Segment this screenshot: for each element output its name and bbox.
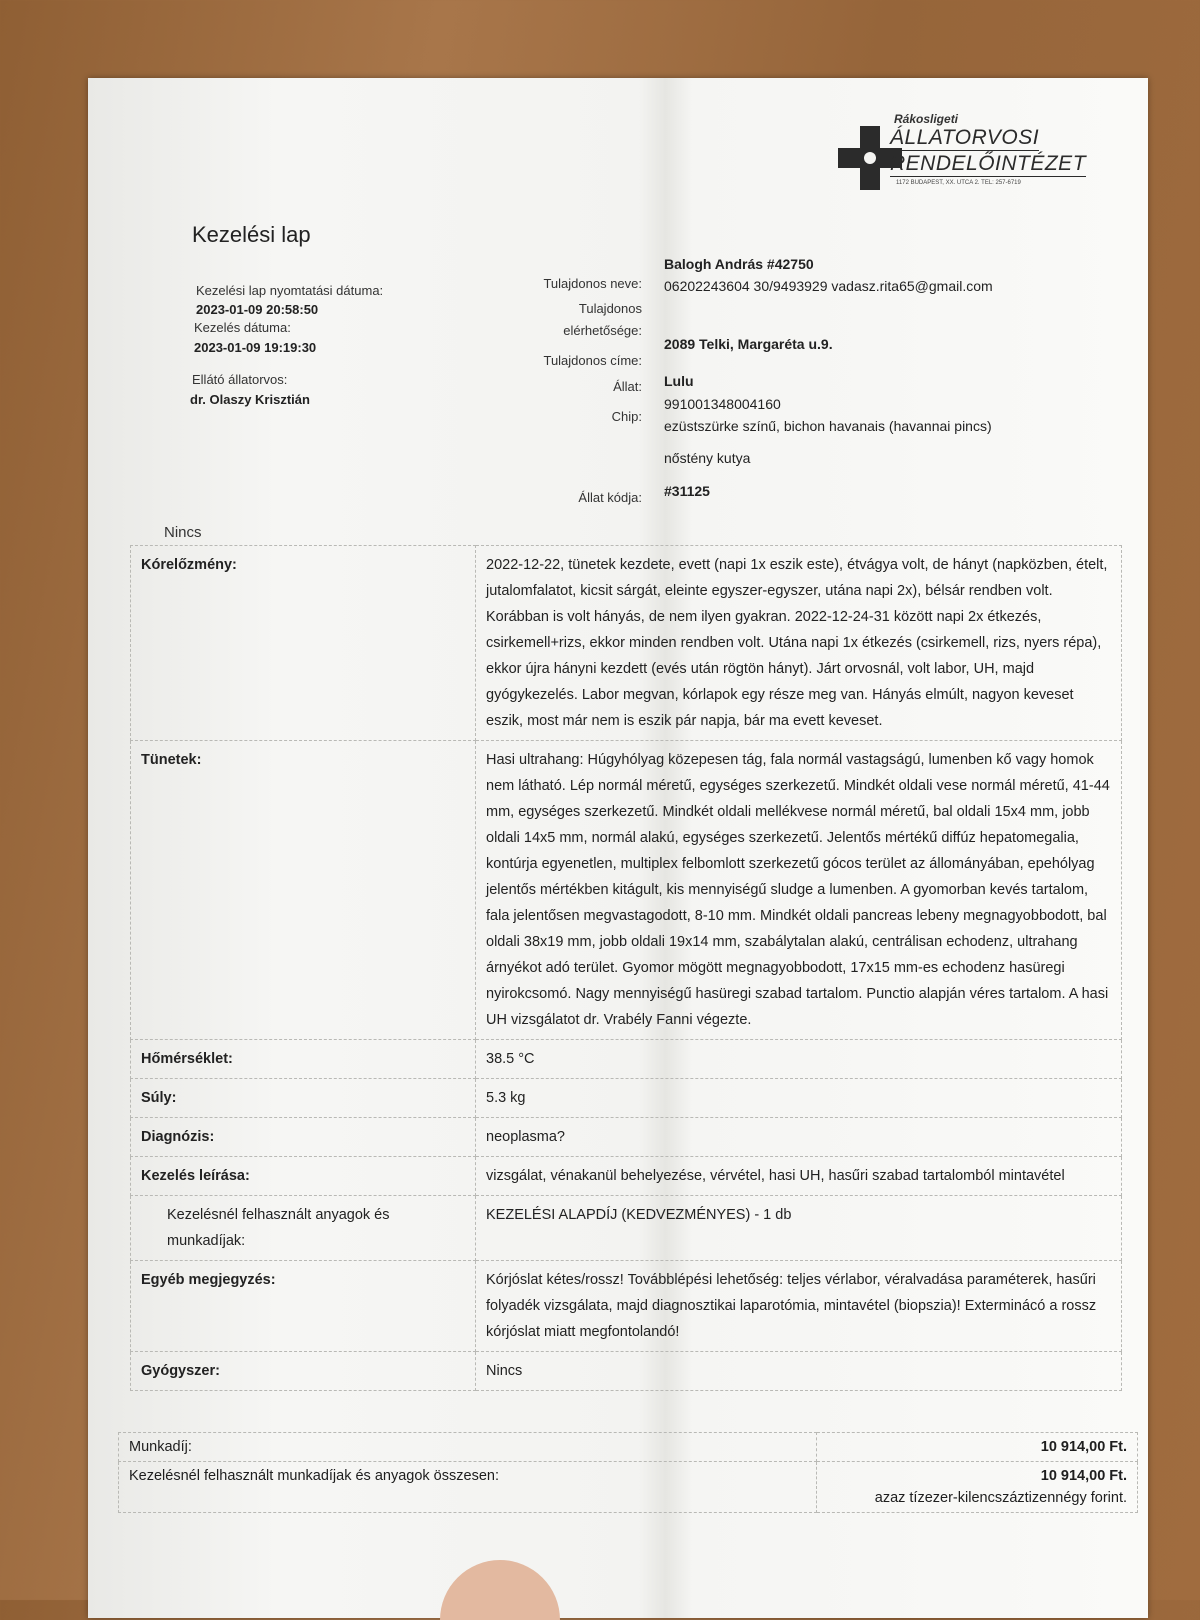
history-value: 2022-12-22, tünetek kezdete, evett (napi 1x eszik este), étvágya volt, de hányt (napközben, ételt, jutalomfalatot, kicsit sárgát, eleinte egyszer-egyszer, utána napi 2x), bélsár rendben volt. Korábban is volt hányás, de nem ilyen gyakran. 2022-12-24-31 között napi 2x étkezés, csirkemell+rizs, ekkor minden rendben volt. Utána napi 1x étkezés (csirkemell, rizs, nyers répa), ekkor újra hányni kezdett (evés után rögtön hányt). Járt orvosnál, volt labor, UH, majd gyógykezelés. Labor megvan, kórlapok egy része meg van. Hányás elmúlt, nagyon keveset eszik, most már nem is eszik pár napja, bár ma evett keveset. [476, 546, 1122, 741]
table-row [131, 1157, 1122, 1196]
diagnosis-value: neoplasma? [476, 1118, 1122, 1157]
total-label: Kezelésnél felhasznált munkadíjak és anyagok összesen: [119, 1462, 817, 1513]
symptoms-label: Tünetek: [131, 741, 476, 1040]
allergy-none-note: Nincs [164, 524, 202, 541]
chip-label: Chip: [611, 409, 642, 424]
table-row [131, 1261, 1122, 1352]
temperature-value: 38.5 °C [476, 1040, 1122, 1079]
clinic-name-line1: ÁLLATORVOSI [890, 126, 1040, 149]
weight-label: Súly: [131, 1079, 476, 1118]
treatment-date-label: Kezelés dátuma: [194, 320, 291, 335]
animal-description: ezüstszürke színű, bichon havanais (havannai pincs) [664, 418, 992, 434]
total-amount: 10 914,00 Ft. [1040, 1468, 1127, 1484]
other-notes-label: Egyéb megjegyzés: [131, 1261, 476, 1352]
vet-label: Ellátó állatorvos: [192, 372, 288, 387]
labor-fee-label: Munkadíj: [119, 1433, 817, 1462]
materials-value: KEZELÉSI ALAPDÍJ (KEDVEZMÉNYES) - 1 db [476, 1196, 1122, 1261]
owner-address: 2089 Telki, Margaréta u.9. [664, 336, 833, 352]
owner-name: Balogh András #42750 [664, 256, 814, 272]
page-title: Kezelési lap [192, 222, 311, 247]
clinic-address: 1172 BUDAPEST, XX. UTCA 2. TEL: 257-6719 [896, 180, 1021, 186]
total-cell [817, 1462, 1138, 1513]
table-row [131, 1118, 1122, 1157]
total-amount-words: azaz tízezer-kilencszáztizennégy forint. [874, 1490, 1127, 1506]
materials-label: Kezelésnél felhasznált anyagok és munkadíjak: [131, 1196, 476, 1261]
clinic-name-line2: RENDELŐINTÉZET [890, 152, 1087, 175]
animal-code-label: Állat kódja: [578, 490, 642, 505]
table-row [131, 1352, 1122, 1391]
clinic-logo [838, 112, 1087, 202]
table-row [119, 1433, 1138, 1462]
treatment-date: 2023-01-09 19:19:30 [194, 340, 317, 355]
treatment-description-label: Kezelés leírása: [131, 1157, 476, 1196]
table-row [131, 1196, 1122, 1261]
table-row [131, 1040, 1122, 1079]
table-row [131, 1079, 1122, 1118]
table-row [131, 741, 1122, 1040]
other-notes-value: Kórjóslat kétes/rossz! Továbblépési lehetőség: teljes vérlabor, véralvadása paraméterek, hasűri folyadék vizsgálata, majd diagnosztikai laparotómia, mintavétel (biopszia)! Exterminácó a rossz kórjóslat miatt megfontolandó! [476, 1261, 1122, 1352]
print-date-label: Kezelési lap nyomtatási dátuma: [196, 283, 384, 298]
weight-value: 5.3 kg [476, 1079, 1122, 1118]
history-label: Kórelőzmény: [131, 546, 476, 741]
chip-number: 991001348004160 [664, 396, 781, 412]
diagnosis-label: Diagnózis: [131, 1118, 476, 1157]
animal-name: Lulu [664, 373, 694, 389]
treatment-details-table [130, 545, 1122, 1391]
table-row [131, 546, 1122, 741]
treatment-description-value: vizsgálat, vénakanül behelyezése, vérvétel, hasi UH, hasűri szabad tartalomból mintavétel [476, 1157, 1122, 1196]
table-row [119, 1462, 1138, 1513]
vet-name: dr. Olaszy Krisztián [190, 392, 310, 407]
medication-label: Gyógyszer: [131, 1352, 476, 1391]
animal-sex-species: nőstény kutya [664, 450, 751, 466]
owner-name-label: Tulajdonos neve: [543, 276, 642, 291]
temperature-label: Hőmérséklet: [131, 1040, 476, 1079]
owner-address-label: Tulajdonos címe: [543, 353, 642, 368]
medication-value: Nincs [476, 1352, 1122, 1391]
totals-table [118, 1432, 1138, 1513]
symptoms-value: Hasi ultrahang: Húgyhólyag közepesen tág, fala normál vastagságú, lumenben kő vagy homok nem látható. Lép normál méretű, egységes szerkezetű. Mindkét oldali vese normál méretű, 41-44 mm, egységes szerkezetű. Mindkét oldali mellékvese normál méretű, bal oldali 15x4 mm, jobb oldali 14x5 mm, normál alakú, egységes szerkezetű. Jelentős mértékű diffúz hepatomegalia, kontúrja egyenetlen, multiplex felbomlott szerkezetű gócos terület az állományában, epehólyag jelentős mértékben kitágult, kis mennyiségű sludge a lumenben. A gyomorban kevés tartalom, fala jelentősen megvastagodott, 8-10 mm. Mindkét oldali pancreas lebeny megnagyobbodott, bal oldali 38x19 mm, jobb oldali 19x14 mm, szabálytalan alakú, centrálisan echodenz, ultrahang árnyékot adó terület. Gyomor mögött megnagyobbodott, 17x15 mm-es echodenz hasüregi nyirokcsomó. Nagy mennyiségű hasüregi szabad tartalom. Punctio alapján véres tartalom. A hasi UH vizsgálatot dr. Vrabély Fanni végezte. [476, 741, 1122, 1040]
print-date: 2023-01-09 20:58:50 [196, 302, 319, 317]
labor-fee-amount: 10 914,00 Ft. [817, 1433, 1138, 1462]
owner-contact-label: Tulajdonos [578, 301, 642, 316]
animal-code: #31125 [664, 483, 710, 499]
animal-label: Állat: [613, 379, 642, 394]
clinic-subtitle: Rákosligeti [894, 112, 959, 126]
owner-contact: 06202243604 30/9493929 vadasz.rita65@gmail.com [664, 278, 993, 294]
owner-contact-label-2: elérhetősége: [563, 323, 642, 338]
